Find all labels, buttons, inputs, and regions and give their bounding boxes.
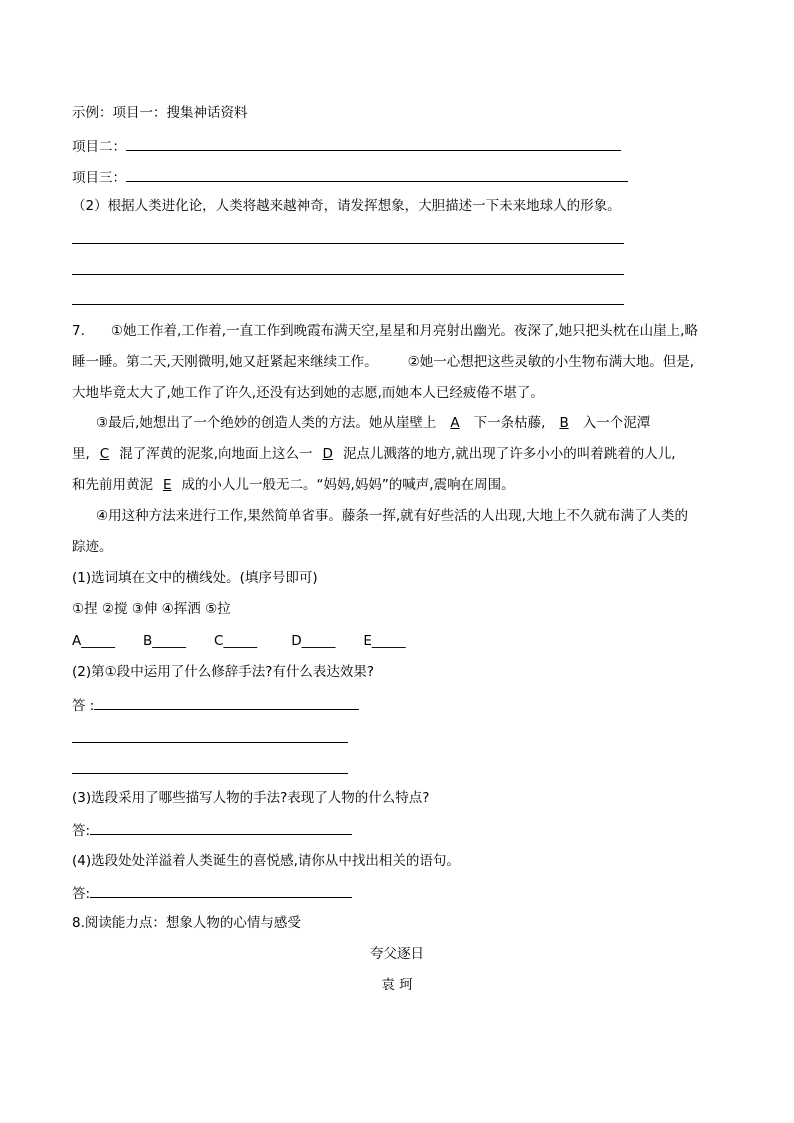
passage-title: 夸父逐日	[370, 946, 424, 962]
q7-para3-line2	[72, 444, 676, 464]
q7-para3-text-e: 混了浑黄的泥浆,向地面上这么一	[119, 446, 313, 462]
answer-d[interactable]: D_____	[291, 633, 336, 649]
q7-para4-line2: 踪迹。	[72, 539, 113, 555]
q7-para1-line2	[72, 352, 694, 372]
answer-c[interactable]: C_____	[214, 633, 258, 649]
q7-para1-text: ①她工作着,工作着,一直工作到晚霞布满天空,星星和月亮射出幽光。夜深了,她只把头枕在山崖上,略	[110, 323, 698, 339]
blank-d[interactable]: D	[322, 446, 333, 462]
q7-para3-line1	[96, 413, 650, 433]
q7-1-prompt: (1)选词填在文中的横线处。(填序号即可)	[72, 570, 318, 586]
item2-blank[interactable]	[126, 135, 621, 151]
q7-para3-text-b: 下一条枯藤,	[473, 415, 546, 431]
q7-3-answer-line	[72, 819, 352, 841]
q7-para2-line2: 大地毕竟太大了,她工作了许久,还没有达到她的志愿,而她本人已经疲倦不堪了。	[72, 385, 544, 401]
q7-para3-text-d: 里,	[72, 446, 90, 462]
q7-para4-line1: ④用这种方法来进行工作,果然简单省事。藤条一挥,就有好些活的人出现,大地上不久就布满了人类的	[96, 508, 688, 524]
answer-blank[interactable]	[94, 694, 359, 710]
q7-para3-text-a: ③最后,她想出了一个绝妙的创造人类的方法。她从崖壁上	[96, 415, 437, 431]
answer-line[interactable]	[72, 274, 624, 275]
q7-para2-start: ②她一心想把这些灵敏的小生物布满大地。但是,	[407, 354, 694, 370]
q7-para3-text-h: 成的小人儿一般无二。“妈妈,妈妈”的喊声,震响在周围。	[181, 477, 515, 493]
answer-e[interactable]: E_____	[363, 633, 406, 649]
answer-b[interactable]: B_____	[143, 633, 187, 649]
item2-line	[72, 135, 621, 157]
item3-blank[interactable]	[126, 166, 628, 182]
answer-line[interactable]	[72, 773, 348, 774]
q7-number: 7.	[72, 323, 85, 339]
answer-line[interactable]	[72, 304, 624, 305]
q6-2-prompt: （2）根据人类进化论，人类将越来越神奇，请发挥想象，大胆描述一下未来地球人的形象。	[72, 198, 621, 214]
answer-label: 答:	[72, 886, 91, 902]
item2-label: 项目二：	[72, 139, 126, 155]
blank-c[interactable]: C	[99, 446, 110, 462]
q7-4-answer-line	[72, 882, 352, 904]
q7-para3-text-g: 和先前用黄泥	[72, 477, 153, 493]
answer-line[interactable]	[72, 243, 624, 244]
q7-2-answer-line	[72, 694, 359, 716]
q7-para1-end: 睡一睡。第二天,天刚微明,她又赶紧起来继续工作。	[72, 354, 378, 370]
q7-para3-text-c: 入一个泥潭	[582, 415, 651, 431]
q7-4-prompt: (4)选段处处洋溢着人类诞生的喜悦感,请你从中找出相关的语句。	[72, 853, 460, 869]
answer-a[interactable]: A_____	[72, 633, 115, 649]
q7-para3-line3	[72, 475, 515, 495]
passage-author: 袁 珂	[381, 977, 413, 993]
q7-para1-line1	[72, 321, 698, 341]
answer-label: 答:	[72, 823, 91, 839]
q8-heading: 8.阅读能力点：想象人物的心情与感受	[72, 915, 301, 931]
answer-blank[interactable]	[90, 882, 352, 898]
item3-label: 项目三：	[72, 170, 126, 186]
q7-2-prompt: (2)第①段中运用了什么修辞手法?有什么表达效果?	[72, 664, 375, 680]
answer-label: 答 :	[72, 698, 95, 714]
blank-e[interactable]: E	[163, 477, 172, 493]
q7-para3-text-f: 泥点儿溅落的地方,就出现了许多小小的叫着跳着的人儿,	[342, 446, 676, 462]
blank-a[interactable]: A	[450, 415, 460, 431]
q7-1-options: ①捏 ②搅 ③伸 ④挥洒 ⑤拉	[72, 601, 231, 617]
answer-line[interactable]	[72, 742, 348, 743]
example-line: 示例：项目一：搜集神话资料	[72, 105, 248, 121]
answer-blank[interactable]	[90, 819, 352, 835]
item3-line	[72, 166, 628, 188]
q7-1-answers	[72, 631, 406, 651]
q7-3-prompt: (3)选段采用了哪些描写人物的手法?表现了人物的什么特点?	[72, 790, 430, 806]
blank-b[interactable]: B	[559, 415, 569, 431]
